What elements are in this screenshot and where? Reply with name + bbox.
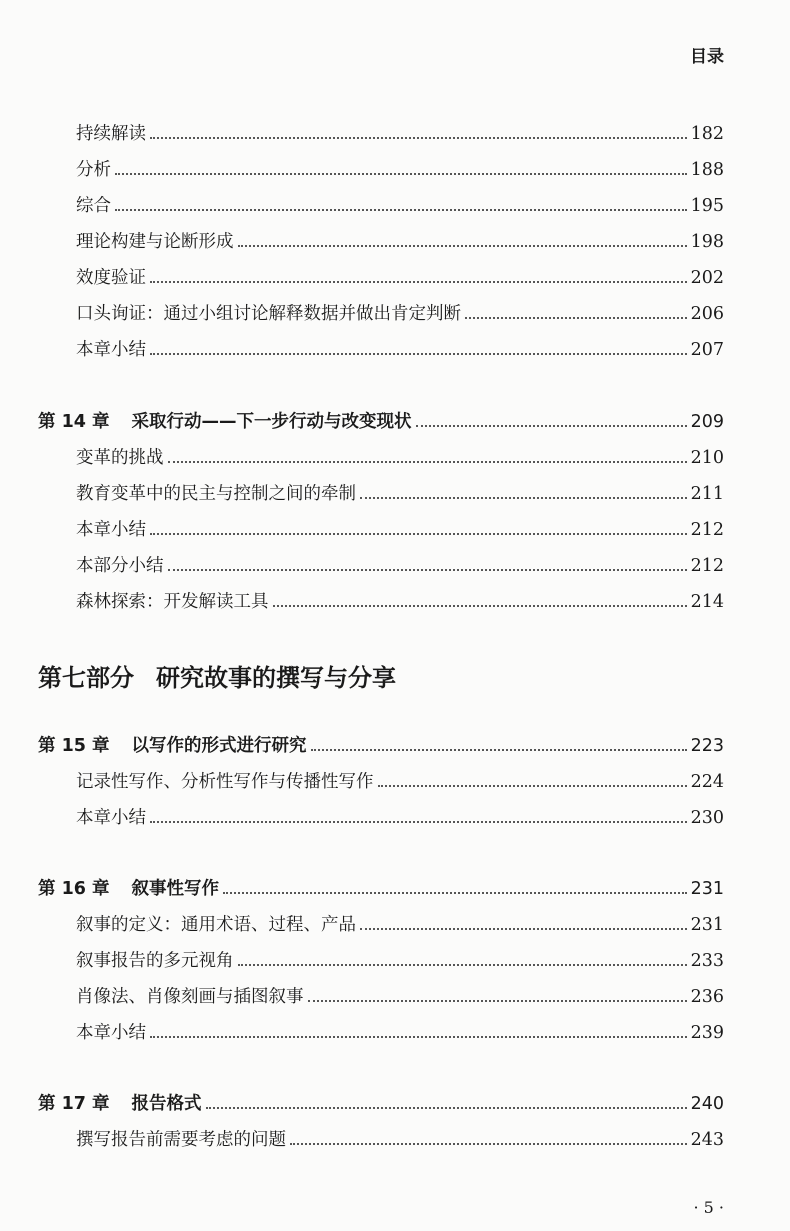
toc-entry-page: 224 — [690, 772, 724, 792]
toc-entry-page: 188 — [690, 160, 724, 180]
toc-entry[interactable] — [0, 116, 724, 146]
toc-entry-page: 210 — [690, 448, 724, 468]
toc-entry[interactable] — [0, 260, 724, 290]
toc-entry[interactable] — [0, 332, 724, 362]
toc-entry[interactable] — [0, 800, 724, 830]
toc-entry[interactable] — [0, 1015, 724, 1045]
chapter-title: 叙事性写作 — [131, 879, 220, 899]
toc-entry-label: 本章小结 — [76, 520, 146, 540]
toc-entry-label: 本部分小结 — [76, 556, 164, 576]
toc-entry-page: 236 — [690, 987, 724, 1007]
part-heading[interactable] — [38, 658, 396, 693]
toc-entry[interactable] — [0, 979, 724, 1009]
chapter-number: 第 16 章 — [38, 879, 110, 899]
toc-entry-label: 分析 — [76, 160, 111, 180]
toc-entry[interactable] — [0, 907, 724, 937]
toc-entry[interactable] — [0, 548, 724, 578]
dot-leader — [378, 785, 687, 787]
dot-leader — [115, 173, 687, 175]
chapter-15-heading[interactable] — [0, 728, 724, 758]
toc-entry[interactable] — [0, 440, 724, 470]
chapter-page: 223 — [690, 736, 724, 756]
dot-leader — [360, 928, 687, 930]
toc-entry-label: 森林探索：开发解读工具 — [76, 592, 269, 612]
dot-leader — [150, 1036, 687, 1038]
toc-entry-label: 撰写报告前需要考虑的问题 — [76, 1130, 286, 1150]
toc-entry[interactable] — [0, 188, 724, 218]
toc-entry-label: 效度验证 — [76, 268, 146, 288]
toc-entry-label: 叙事报告的多元视角 — [76, 951, 234, 971]
toc-entry-page: 212 — [690, 520, 724, 540]
chapter-title: 以写作的形式进行研究 — [131, 736, 307, 756]
chapter-title: 采取行动——下一步行动与改变现状 — [131, 412, 412, 432]
running-header: 目录 — [690, 47, 724, 67]
chapter-number: 第 17 章 — [38, 1094, 110, 1114]
toc-entry-page: 207 — [690, 340, 724, 360]
part-title: 研究故事的撰写与分享 — [156, 664, 396, 692]
toc-entry-label: 本章小结 — [76, 808, 146, 828]
toc-entry[interactable] — [0, 943, 724, 973]
toc-entry-page: 211 — [690, 484, 724, 504]
toc-entry-label: 口头询证：通过小组讨论解释数据并做出肯定判断 — [76, 304, 461, 324]
toc-entry[interactable] — [0, 512, 724, 542]
toc-entry-label: 变革的挑战 — [76, 448, 164, 468]
dot-leader — [150, 821, 687, 823]
dot-leader — [150, 533, 687, 535]
dot-leader — [311, 749, 687, 751]
chapter-17-heading[interactable] — [0, 1086, 724, 1116]
dot-leader — [150, 137, 687, 139]
dot-leader — [223, 892, 687, 894]
toc-entry[interactable] — [0, 152, 724, 182]
toc-entry-label: 叙事的定义：通用术语、过程、产品 — [76, 915, 356, 935]
dot-leader — [290, 1143, 687, 1145]
dot-leader — [273, 605, 687, 607]
toc-entry[interactable] — [0, 764, 724, 794]
toc-entry-page: 231 — [690, 915, 724, 935]
toc-entry-page: 243 — [690, 1130, 724, 1150]
dot-leader — [168, 461, 687, 463]
dot-leader — [238, 964, 687, 966]
chapter-page: 240 — [690, 1094, 724, 1114]
toc-entry-label: 理论构建与论断形成 — [76, 232, 234, 252]
toc-entry-page: 195 — [690, 196, 724, 216]
toc-entry-label: 持续解读 — [76, 124, 146, 144]
toc-entry-page: 198 — [690, 232, 724, 252]
toc-entry-page: 233 — [690, 951, 724, 971]
dot-leader — [115, 209, 687, 211]
dot-leader — [168, 569, 687, 571]
toc-entry-page: 214 — [690, 592, 724, 612]
toc-entry-page: 182 — [690, 124, 724, 144]
toc-entry-page: 230 — [690, 808, 724, 828]
chapter-title: 报告格式 — [131, 1094, 202, 1114]
toc-entry[interactable] — [0, 476, 724, 506]
toc-entry[interactable] — [0, 296, 724, 326]
dot-leader — [308, 1000, 687, 1002]
toc-entry-page: 202 — [690, 268, 724, 288]
toc-entry[interactable] — [0, 584, 724, 614]
chapter-14-heading[interactable] — [0, 404, 724, 434]
toc-entry-label: 综合 — [76, 196, 111, 216]
toc-entry-page: 212 — [690, 556, 724, 576]
toc-entry-label: 教育变革中的民主与控制之间的牵制 — [76, 484, 356, 504]
chapter-number: 第 14 章 — [38, 412, 110, 432]
dot-leader — [150, 281, 687, 283]
toc-entry-label: 本章小结 — [76, 1023, 146, 1043]
toc-entry-label: 本章小结 — [76, 340, 146, 360]
toc-entry[interactable] — [0, 1122, 724, 1152]
chapter-page: 209 — [690, 412, 724, 432]
dot-leader — [360, 497, 687, 499]
toc-entry[interactable] — [0, 224, 724, 254]
dot-leader — [416, 425, 687, 427]
dot-leader — [465, 317, 687, 319]
chapter-number: 第 15 章 — [38, 736, 110, 756]
dot-leader — [206, 1107, 687, 1109]
dot-leader — [150, 353, 687, 355]
toc-entry-label: 记录性写作、分析性写作与传播性写作 — [76, 772, 374, 792]
toc-entry-page: 206 — [690, 304, 724, 324]
page-number: · 5 · — [693, 1198, 724, 1217]
toc-entry-label: 肖像法、肖像刻画与插图叙事 — [76, 987, 304, 1007]
chapter-16-heading[interactable] — [0, 871, 724, 901]
chapter-page: 231 — [690, 879, 724, 899]
part-number: 第七部分 — [38, 664, 134, 692]
toc-entry-page: 239 — [690, 1023, 724, 1043]
dot-leader — [238, 245, 687, 247]
